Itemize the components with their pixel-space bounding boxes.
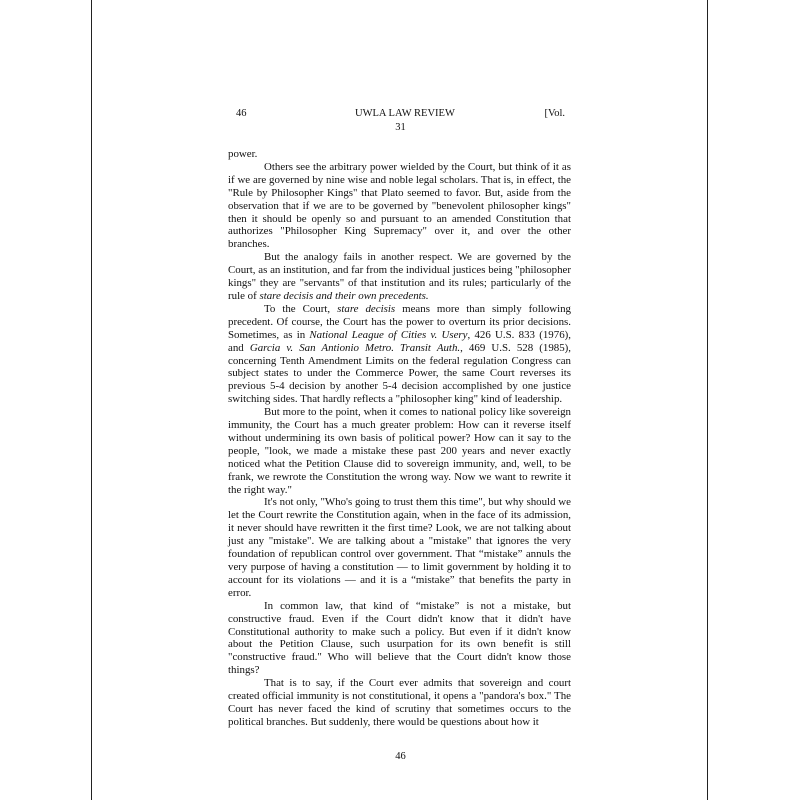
header-volume-number: 31 [395, 122, 406, 133]
paragraph-text: To the Court, [264, 302, 338, 315]
paragraph [228, 303, 571, 406]
paragraph-text: , 469 U.S. 528 (1985), concerning Tenth Amendment Limits on the federal regulation Congress can subject states to under the Commerce Power, the same Court reverses its previous 5-4 decision by another 5-4 decision accomplished by one justice switching sides. That hardly reflects a "philosopher king" kind of leadership. [228, 341, 572, 406]
paragraph-fragment: power. [228, 148, 258, 160]
paragraph-text: But the analogy fails in another respect. We are governed by the Court, as an institution, and far from the individual justices being "philosopher kings" they are "servants" of that institution and its rules; particularly of the rule of [228, 251, 571, 302]
paragraph: But more to the point, when it comes to national policy like sovereign immunity, the Court has a much greater problem: How can it reverse itself without undermining its own basis of political power? How can it say to the people, "look, we made a mistake these past 200 years and never exactly noticed what the Petition Clause did to sovereign immunity, and, well, to be frank, we rewrote the Constitution the wrong way. Now we want to rewrite it the right way." [228, 406, 571, 496]
case-citation: National League of Cities v. Usery [309, 328, 468, 341]
paragraph: That is to say, if the Court ever admits that sovereign and court created official immunity is not constitutional, it opens a "pandora's box." The Court has never faced the kind of scrutiny that sometimes occurs to the political branches. But suddenly, there would be questions about how it [228, 677, 571, 728]
footer-page-number: 46 [395, 751, 406, 762]
paragraph: Others see the arbitrary power wielded by the Court, but think of it as if we are governed by nine wise and noble legal scholars. That is, in effect, the "Rule by Philosopher Kings" that Plato seemed to favor. But, aside from the observation that if we are to be governed by "benevolent philosopher kings" then it should be openly so and pursuant to an amended Constitution that authorizes "Philosopher King Supremacy" over it, and over the other branches. [228, 160, 571, 251]
paragraph [228, 251, 571, 303]
paragraph: In common law, that kind of “mistake” is not a mistake, but constructive fraud. Even if the Court didn't know that it didn't have Constitutional authority to make such a policy. But even if it didn't know about the Petition Clause, such usurpation for its own benefit is still "constructive fraud." Who will believe that the Court didn't know those things? [228, 599, 571, 677]
italic-text: stare decisis and their own precedents. [259, 289, 429, 302]
paragraph-text: means more than simply following precedent. Of course, the Court has the power to overturn its prior decisions. Sometimes, as in [228, 302, 571, 341]
paragraph: It's not only, "Who's going to trust them this time", but why should we let the Court rewrite the Constitution again, when in the face of its admission, it never should have rewritten it the first time? Look, we are not talking about just any "mistake". We are talking about a "mistake" that ignores the very foundation of republican control over government. That “mistake” annuls the very purpose of having a constitution — to limit government by holding it to account for its violations — and it is a “mistake” that benefits the party in error. [228, 496, 571, 599]
header-page-number: 46 [236, 108, 247, 119]
italic-text: stare decisis [337, 302, 396, 315]
header-volume-label: [Vol. [544, 108, 565, 119]
body-text [228, 148, 571, 729]
running-header [228, 108, 573, 122]
header-journal-title: UWLA LAW REVIEW [355, 108, 455, 119]
paragraph-text: , 426 U.S. 833 (1976), and [228, 328, 571, 354]
case-citation: Garcia v. San Antionio Metro. Transit Auth. [249, 341, 461, 354]
